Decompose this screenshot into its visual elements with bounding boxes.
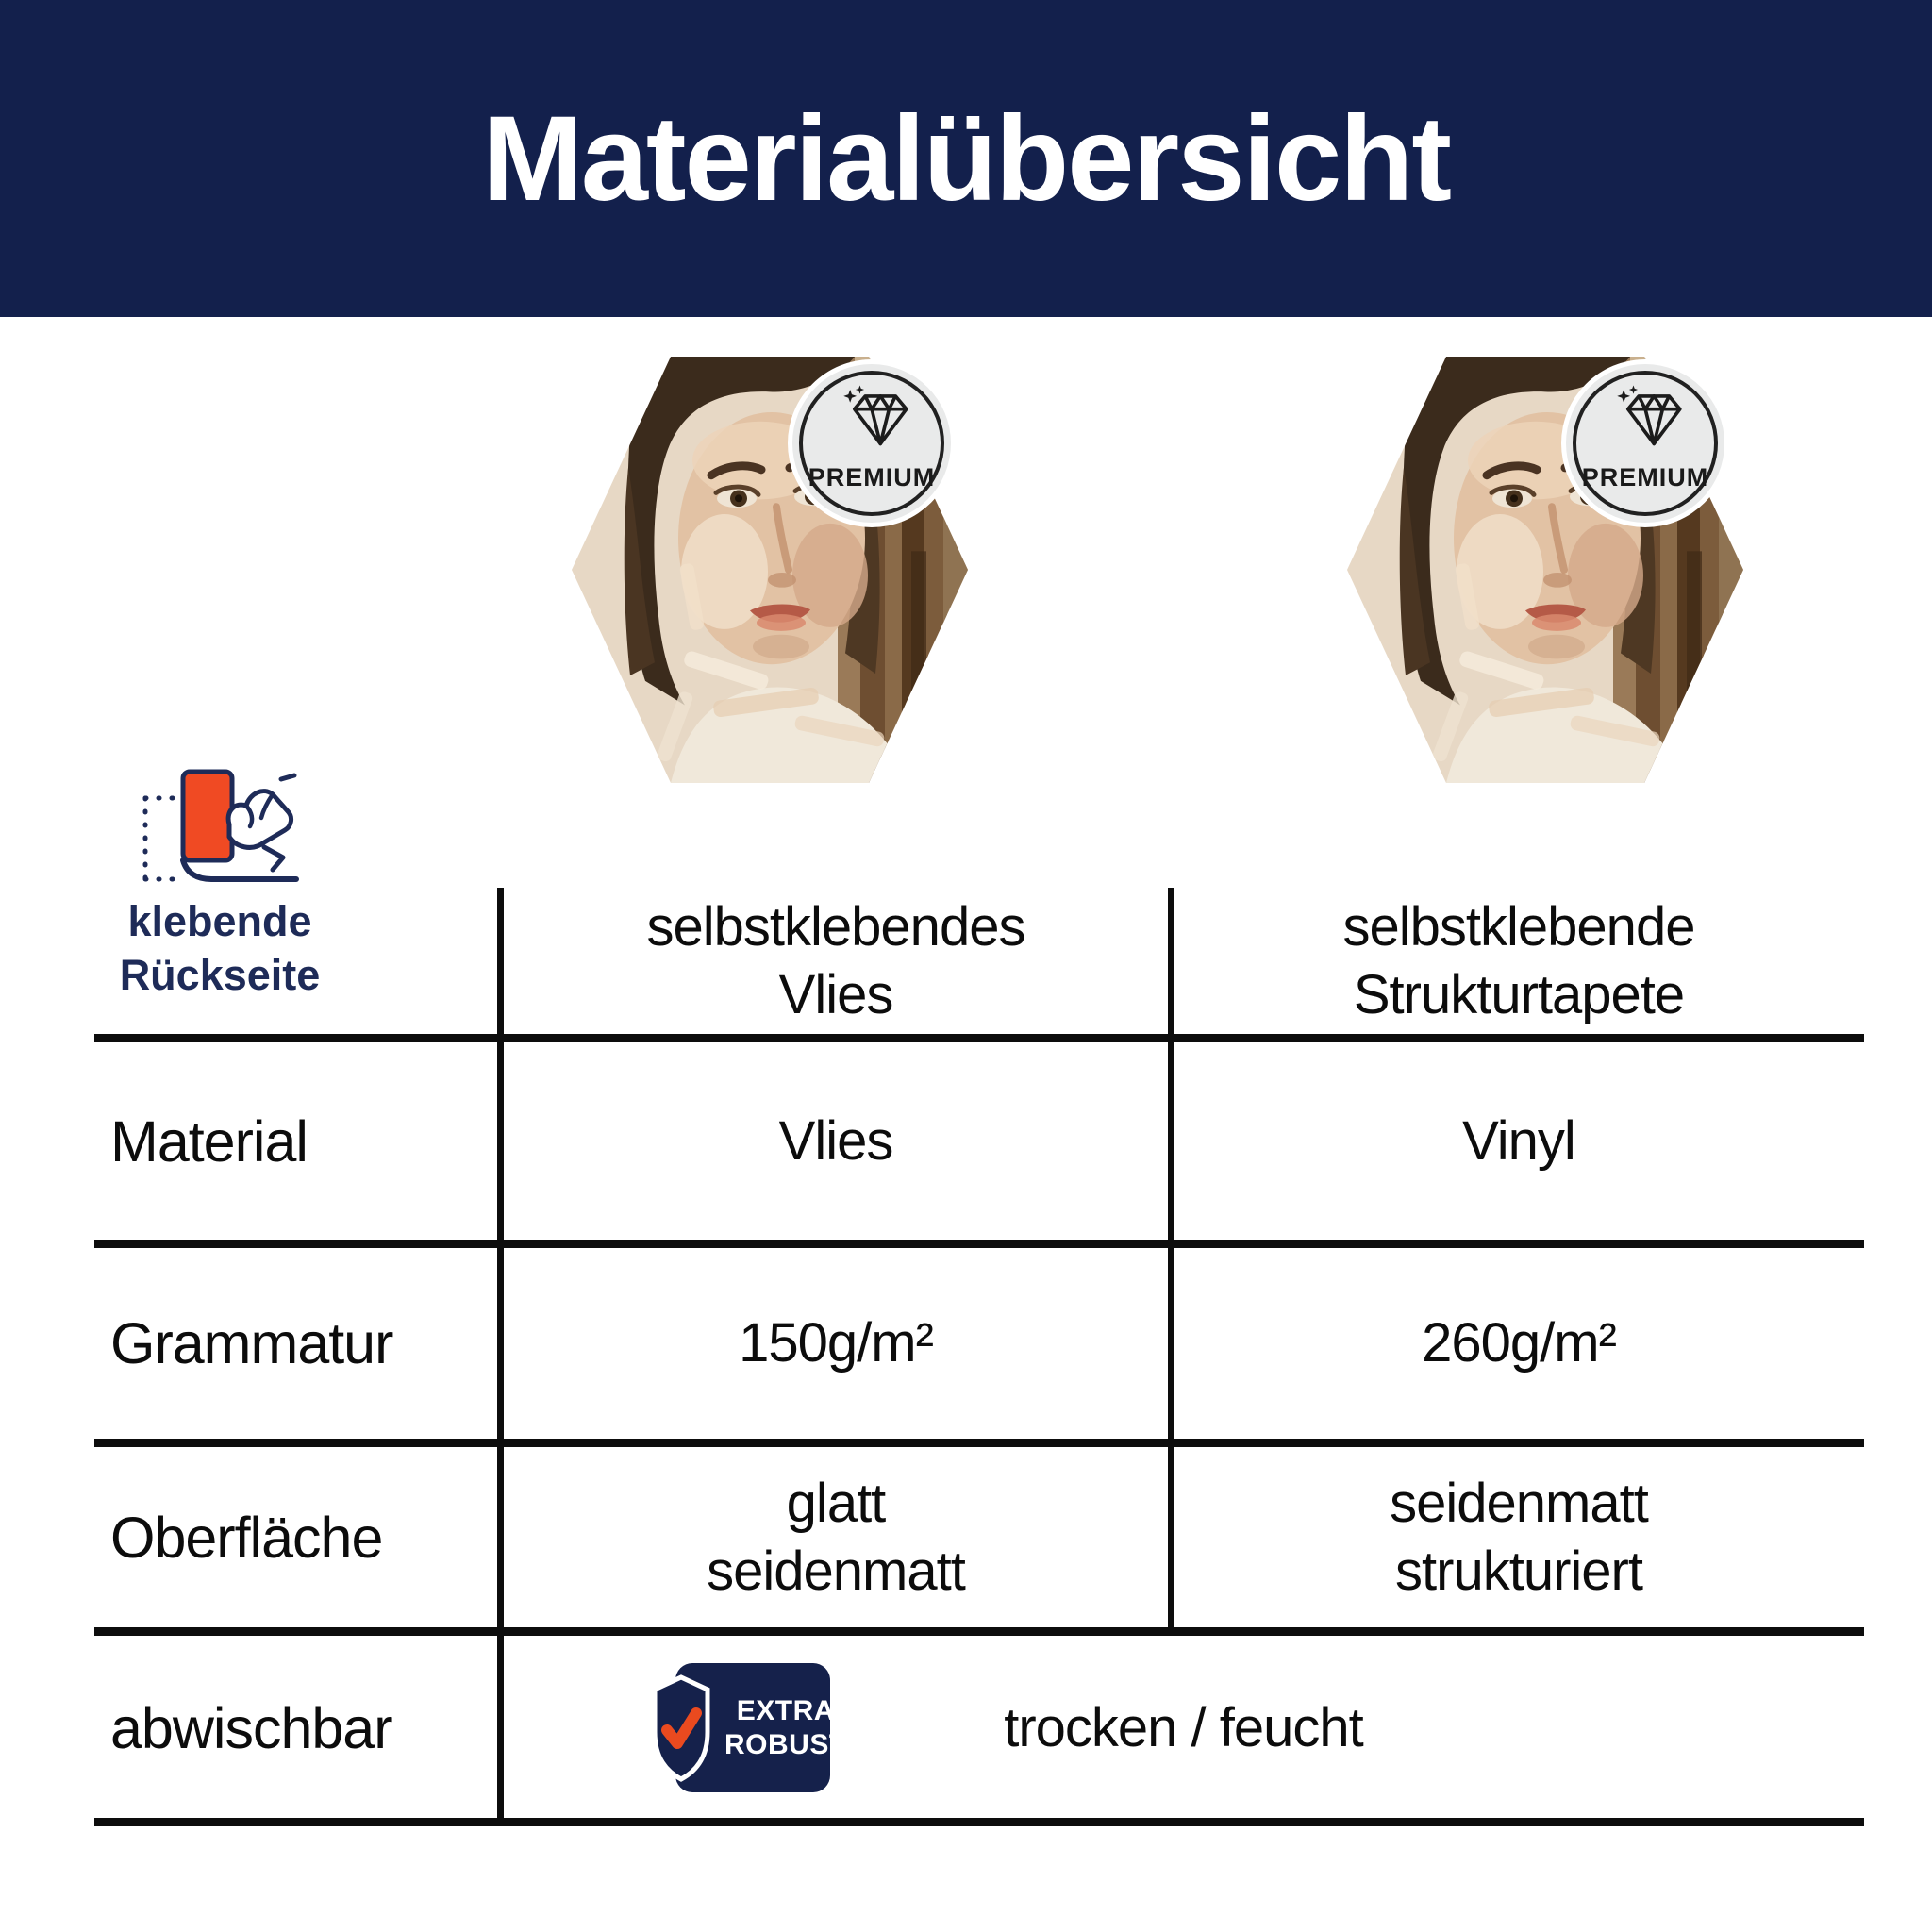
corner-label bbox=[90, 894, 350, 1002]
premium-badge-label: PREMIUM bbox=[1581, 463, 1709, 491]
row-label-material: Material bbox=[110, 1108, 308, 1174]
table-line bbox=[497, 888, 504, 1826]
table-line bbox=[94, 1439, 1864, 1447]
corner-label-line2: Rückseite bbox=[119, 951, 321, 999]
table-line bbox=[1168, 888, 1174, 1636]
extra-robust-label bbox=[724, 1694, 847, 1762]
cell-oberflaeche-col2 bbox=[1174, 1447, 1863, 1627]
table-line bbox=[94, 1034, 1864, 1042]
row-label-oberflaeche: Oberfläche bbox=[110, 1505, 383, 1570]
cell-material-col2: Vinyl bbox=[1462, 1109, 1575, 1172]
page-title: Materialübersicht bbox=[482, 91, 1450, 226]
column-header-strukturtapete bbox=[1174, 888, 1863, 1034]
cell-line2: strukturiert bbox=[1395, 1540, 1642, 1602]
corner-label-line1: klebende bbox=[127, 897, 312, 945]
extra-robust-line1: EXTRA bbox=[736, 1694, 835, 1726]
sparkle-icon bbox=[1617, 390, 1630, 403]
cell-abwischbar-value: trocken / feucht bbox=[1004, 1696, 1363, 1758]
column-header-line1: selbstklebende bbox=[1342, 895, 1695, 958]
table-line bbox=[94, 1240, 1864, 1248]
cell-line1: seidenmatt bbox=[1390, 1472, 1648, 1534]
cell-line1: glatt bbox=[786, 1472, 886, 1534]
cell-grammatur-col2: 260g/m² bbox=[1422, 1312, 1616, 1374]
column-header-line2: Strukturtapete bbox=[1353, 963, 1685, 1025]
row-label-grammatur: Grammatur bbox=[110, 1311, 393, 1375]
premium-badge bbox=[1566, 364, 1724, 523]
extra-robust-line2: ROBUST bbox=[724, 1728, 847, 1760]
table-line bbox=[94, 1818, 1864, 1826]
extra-robust-badge bbox=[651, 1663, 847, 1792]
sparkle-icon bbox=[1629, 385, 1638, 393]
diamond-icon bbox=[840, 385, 913, 453]
premium-badge bbox=[792, 364, 951, 523]
cell-line2: seidenmatt bbox=[707, 1540, 965, 1602]
column-header-vlies bbox=[504, 888, 1168, 1034]
header-bar bbox=[0, 0, 1932, 317]
column-header-line2: Vlies bbox=[778, 963, 893, 1025]
sparkle-icon bbox=[856, 385, 864, 393]
table-line bbox=[94, 1627, 1864, 1636]
premium-badge-label: PREMIUM bbox=[808, 463, 936, 491]
cell-oberflaeche-col1 bbox=[504, 1447, 1168, 1627]
sparkle-icon bbox=[843, 390, 857, 403]
cell-abwischbar-merged bbox=[504, 1638, 1863, 1818]
shield-check-icon bbox=[651, 1674, 711, 1783]
cell-material-col1: Vlies bbox=[778, 1109, 893, 1172]
row-label-abwischbar: abwischbar bbox=[110, 1695, 392, 1760]
cell-grammatur-col1: 150g/m² bbox=[739, 1312, 933, 1374]
peel-sticker-icon bbox=[138, 764, 308, 892]
column-header-line1: selbstklebendes bbox=[646, 895, 1025, 958]
diamond-icon bbox=[1613, 385, 1687, 453]
